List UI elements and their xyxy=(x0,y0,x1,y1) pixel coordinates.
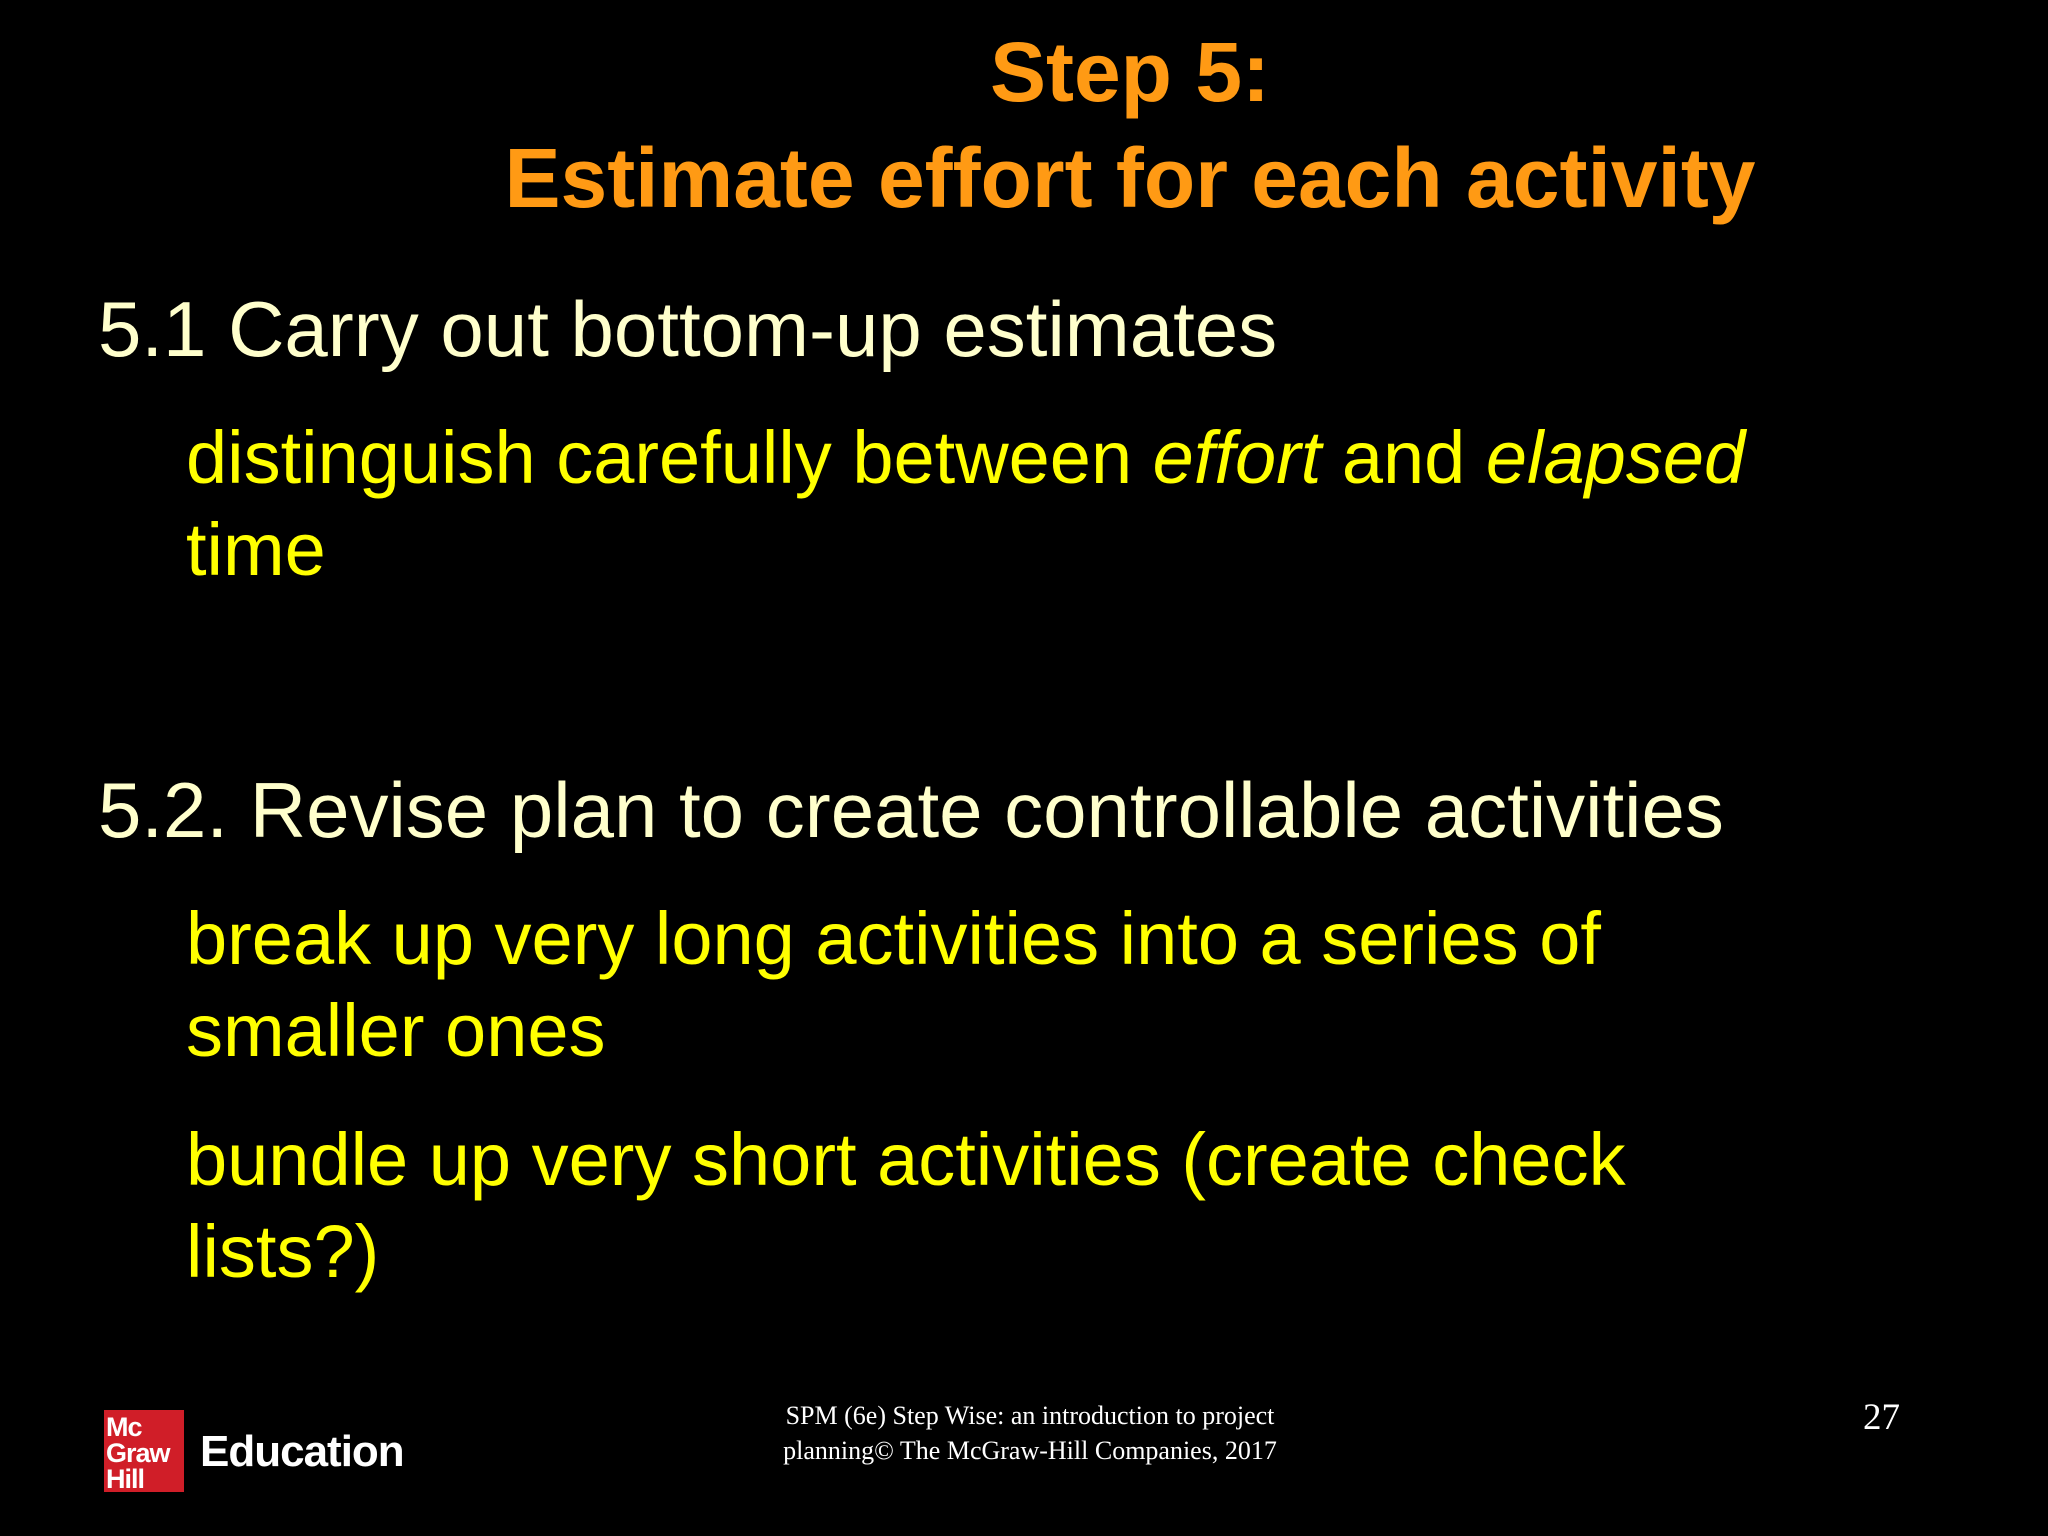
bullet-line: time xyxy=(186,508,326,591)
bullet-line: break up very long activities into a series of xyxy=(186,897,1601,980)
section-heading-5-1: 5.1 Carry out bottom-up estimates xyxy=(98,285,1278,373)
section-heading-5-2: 5.2. Revise plan to create controllable activities xyxy=(98,766,1724,854)
bullet-line: bundle up very short activities (create check xyxy=(186,1118,1626,1201)
emphasis-elapsed: elapsed xyxy=(1485,416,1746,499)
footer-line-1: SPM (6e) Step Wise: an introduction to project xyxy=(785,1401,1275,1430)
footer-line-2: planning© The McGraw-Hill Companies, 2017 xyxy=(783,1436,1277,1465)
bullet-break-up xyxy=(186,893,1946,1077)
bullet-effort-elapsed xyxy=(186,412,1946,596)
logo-mark-text: Mc xyxy=(106,1412,142,1442)
bullet-text: distinguish carefully between xyxy=(186,416,1153,499)
footer-caption xyxy=(690,1398,1370,1468)
mcgraw-hill-logo-mark xyxy=(104,1410,184,1492)
page-number: 27 xyxy=(1863,1397,1900,1438)
bullet-bundle-up xyxy=(186,1114,1946,1298)
bullet-text: and xyxy=(1321,416,1486,499)
slide-title-line-2: Estimate effort for each activity xyxy=(504,131,1756,225)
bullet-line xyxy=(186,412,1946,504)
logo-mark-text: Graw xyxy=(106,1438,170,1468)
slide-title-line-1: Step 5: xyxy=(989,25,1271,119)
bullet-line: smaller ones xyxy=(186,989,606,1072)
logo-wordmark: Education xyxy=(200,1427,404,1476)
emphasis-effort: effort xyxy=(1152,416,1322,499)
logo-mark-text: Hill xyxy=(106,1464,145,1494)
bullet-line: lists?) xyxy=(186,1210,380,1293)
